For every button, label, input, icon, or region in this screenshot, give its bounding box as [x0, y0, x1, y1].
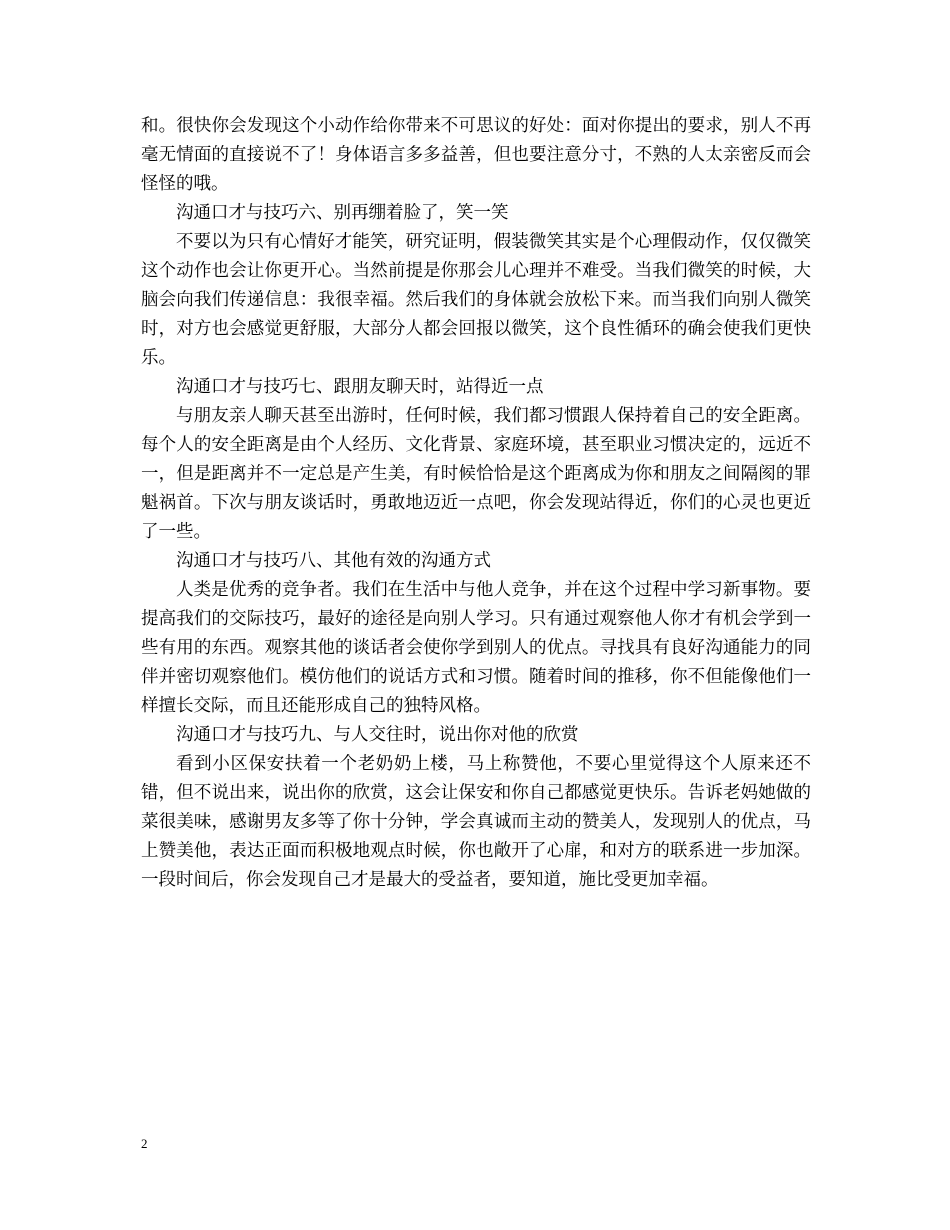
paragraph-stand-closer: 与朋友亲人聊天甚至出游时，任何时候，我们都习惯跟人保持着自己的安全距离。每个人的安全距离是由个人经历、文化背景、家庭环境，甚至职业习惯决定的，远近不一，但是距离并不一定总是产生美，有时候恰恰是这个距离成为你和朋友之间隔阂的罪魁祸首。下次与朋友谈话时，勇敢地迈近一点吧，你会发现站得近，你们的心灵也更近了一些。 [141, 406, 811, 542]
section-heading-seven: 沟通口才与技巧七、跟朋友聊天时，站得近一点 [176, 377, 544, 397]
paragraph-smile: 不要以为只有心情好才能笑，研究证明，假装微笑其实是个心理假动作，仅仅微笑这个动作也会让你更开心。当然前提是你那会儿心理并不难受。当我们微笑的时候，大脑会向我们传递信息：我很幸福。然后我们的身体就会放松下来。而当我们向别人微笑时，对方也会感觉更舒服，大部分人都会回报以微笑，这个良性循环的确会使我们更快乐。 [141, 232, 811, 368]
page-number: 2 [141, 1136, 148, 1151]
paragraph-continuation: 和。很快你会发现这个小动作给你带来不可思议的好处：面对你提出的要求，别人不再毫无情面的直接说不了！身体语言多多益善，但也要注意分寸，不熟的人太亲密反而会怪怪的哦。 [141, 116, 811, 194]
section-heading-eight: 沟通口才与技巧八、其他有效的沟通方式 [176, 551, 491, 571]
document-body [141, 112, 811, 895]
section-heading-nine: 沟通口才与技巧九、与人交往时，说出你对他的欣赏 [176, 725, 579, 745]
paragraph-appreciation: 看到小区保安扶着一个老奶奶上楼，马上称赞他，不要心里觉得这个人原来还不错，但不说出来，说出你的欣赏，这会让保安和你自己都感觉更快乐。告诉老妈她做的菜很美味，感谢男友多等了你十分钟，学会真诚而主动的赞美人，发现别人的优点，马上赞美他，表达正面而积极地观点时候，你也敞开了心扉，和对方的联系进一步加深。一段时间后，你会发现自己才是最大的受益者，要知道，施比受更加幸福。 [141, 754, 811, 890]
section-heading-six: 沟通口才与技巧六、别再绷着脸了，笑一笑 [176, 203, 509, 223]
paragraph-learn-from-others: 人类是优秀的竞争者。我们在生活中与他人竞争，并在这个过程中学习新事物。要提高我们的交际技巧，最好的途径是向别人学习。只有通过观察他人你才有机会学到一些有用的东西。观察其他的谈话者会使你学到别人的优点。寻找具有良好沟通能力的同伴并密切观察他们。模仿他们的说话方式和习惯。随着时间的推移，你不但能像他们一样擅长交际，而且还能形成自己的独特风格。 [141, 580, 811, 716]
